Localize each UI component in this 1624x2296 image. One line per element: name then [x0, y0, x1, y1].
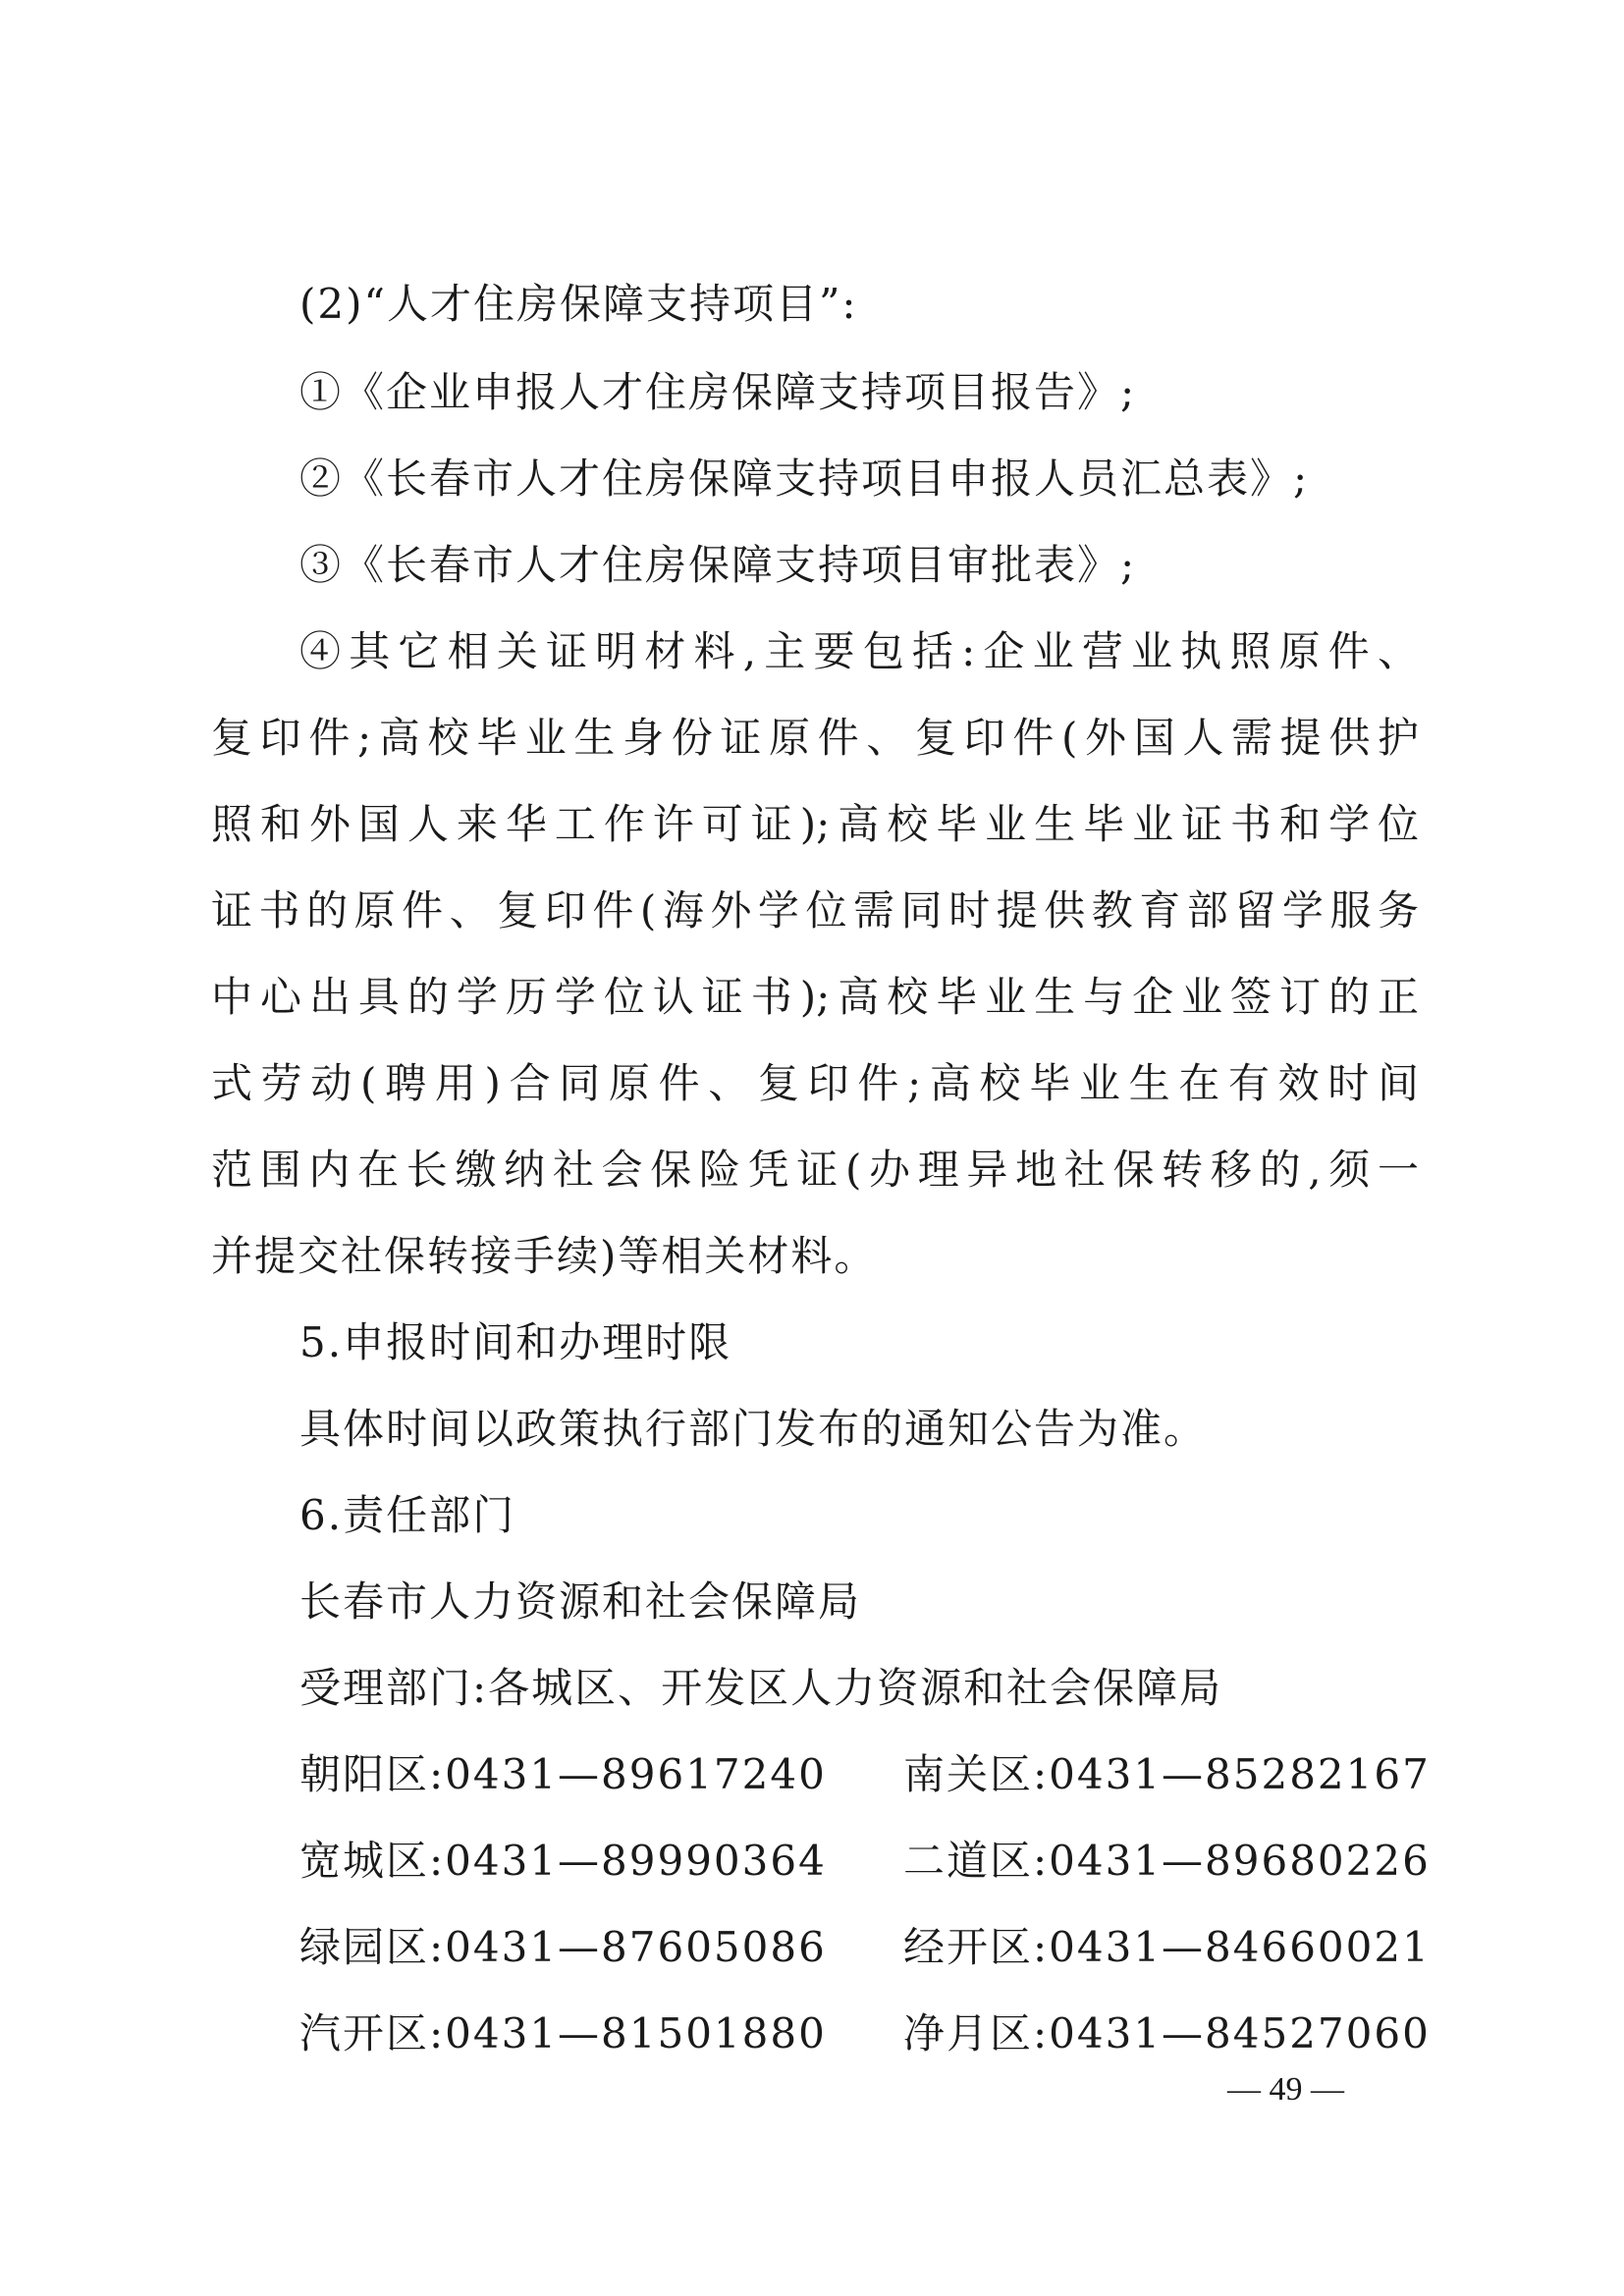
paragraph-line: 中心出具的学历学位认证书);高校毕业生与企业签订的正	[211, 973, 1419, 1021]
phone-entry: 二道区:0431—89680226	[903, 1837, 1431, 1885]
phone-entry: 净月区:0431—84527060	[903, 2009, 1431, 2057]
list-item-materials: ④其它相关证明材料,主要包括:企业营业执照原件、	[299, 627, 1419, 675]
department-name: 长春市人力资源和社会保障局	[299, 1577, 862, 1626]
phone-row	[299, 2004, 1431, 2063]
paragraph-line: 复印件;高校毕业生身份证原件、复印件(外国人需提供护	[211, 714, 1419, 762]
section-heading-time: 5.申报时间和办理时限	[299, 1318, 732, 1366]
page-number: — 49 —	[1227, 2071, 1344, 2108]
item-heading-housing: (2)“人才住房保障支持项目”:	[299, 280, 858, 328]
phone-entry: 经开区:0431—84660021	[903, 1923, 1431, 1971]
phone-row	[299, 1918, 1431, 1977]
paragraph-line: 范围内在长缴纳社会保险凭证(办理异地社保转移的,须一	[211, 1146, 1419, 1194]
paragraph-line: 照和外国人来华工作许可证);高校毕业生毕业证书和学位	[211, 800, 1419, 848]
phone-row	[299, 1832, 1431, 1891]
phone-entry: 宽城区:0431—89990364	[299, 1837, 827, 1885]
receiving-departments: 受理部门:各城区、开发区人力资源和社会保障局	[299, 1664, 1223, 1712]
phone-entry: 朝阳区:0431—89617240	[299, 1750, 827, 1798]
list-item-approval-table: ③《长春市人才住房保障支持项目审批表》;	[299, 541, 1137, 589]
list-item-report: ①《企业申报人才住房保障支持项目报告》;	[299, 368, 1137, 416]
phone-row	[299, 1745, 1431, 1804]
paragraph-line: 式劳动(聘用)合同原件、复印件;高校毕业生在有效时间	[211, 1059, 1419, 1107]
phone-entry: 汽开区:0431—81501880	[299, 2009, 827, 2057]
section-heading-department: 6.责任部门	[299, 1491, 516, 1539]
paragraph-line: 证书的原件、复印件(海外学位需同时提供教育部留学服务	[211, 886, 1419, 934]
paragraph-line: 并提交社保转接手续)等相关材料。	[211, 1232, 878, 1280]
list-item-summary-table: ②《长春市人才住房保障支持项目申报人员汇总表》;	[299, 454, 1310, 503]
phone-entry: 绿园区:0431—87605086	[299, 1923, 827, 1971]
section-text-time: 具体时间以政策执行部门发布的通知公告为准。	[299, 1405, 1208, 1453]
phone-entry: 南关区:0431—85282167	[903, 1750, 1431, 1798]
